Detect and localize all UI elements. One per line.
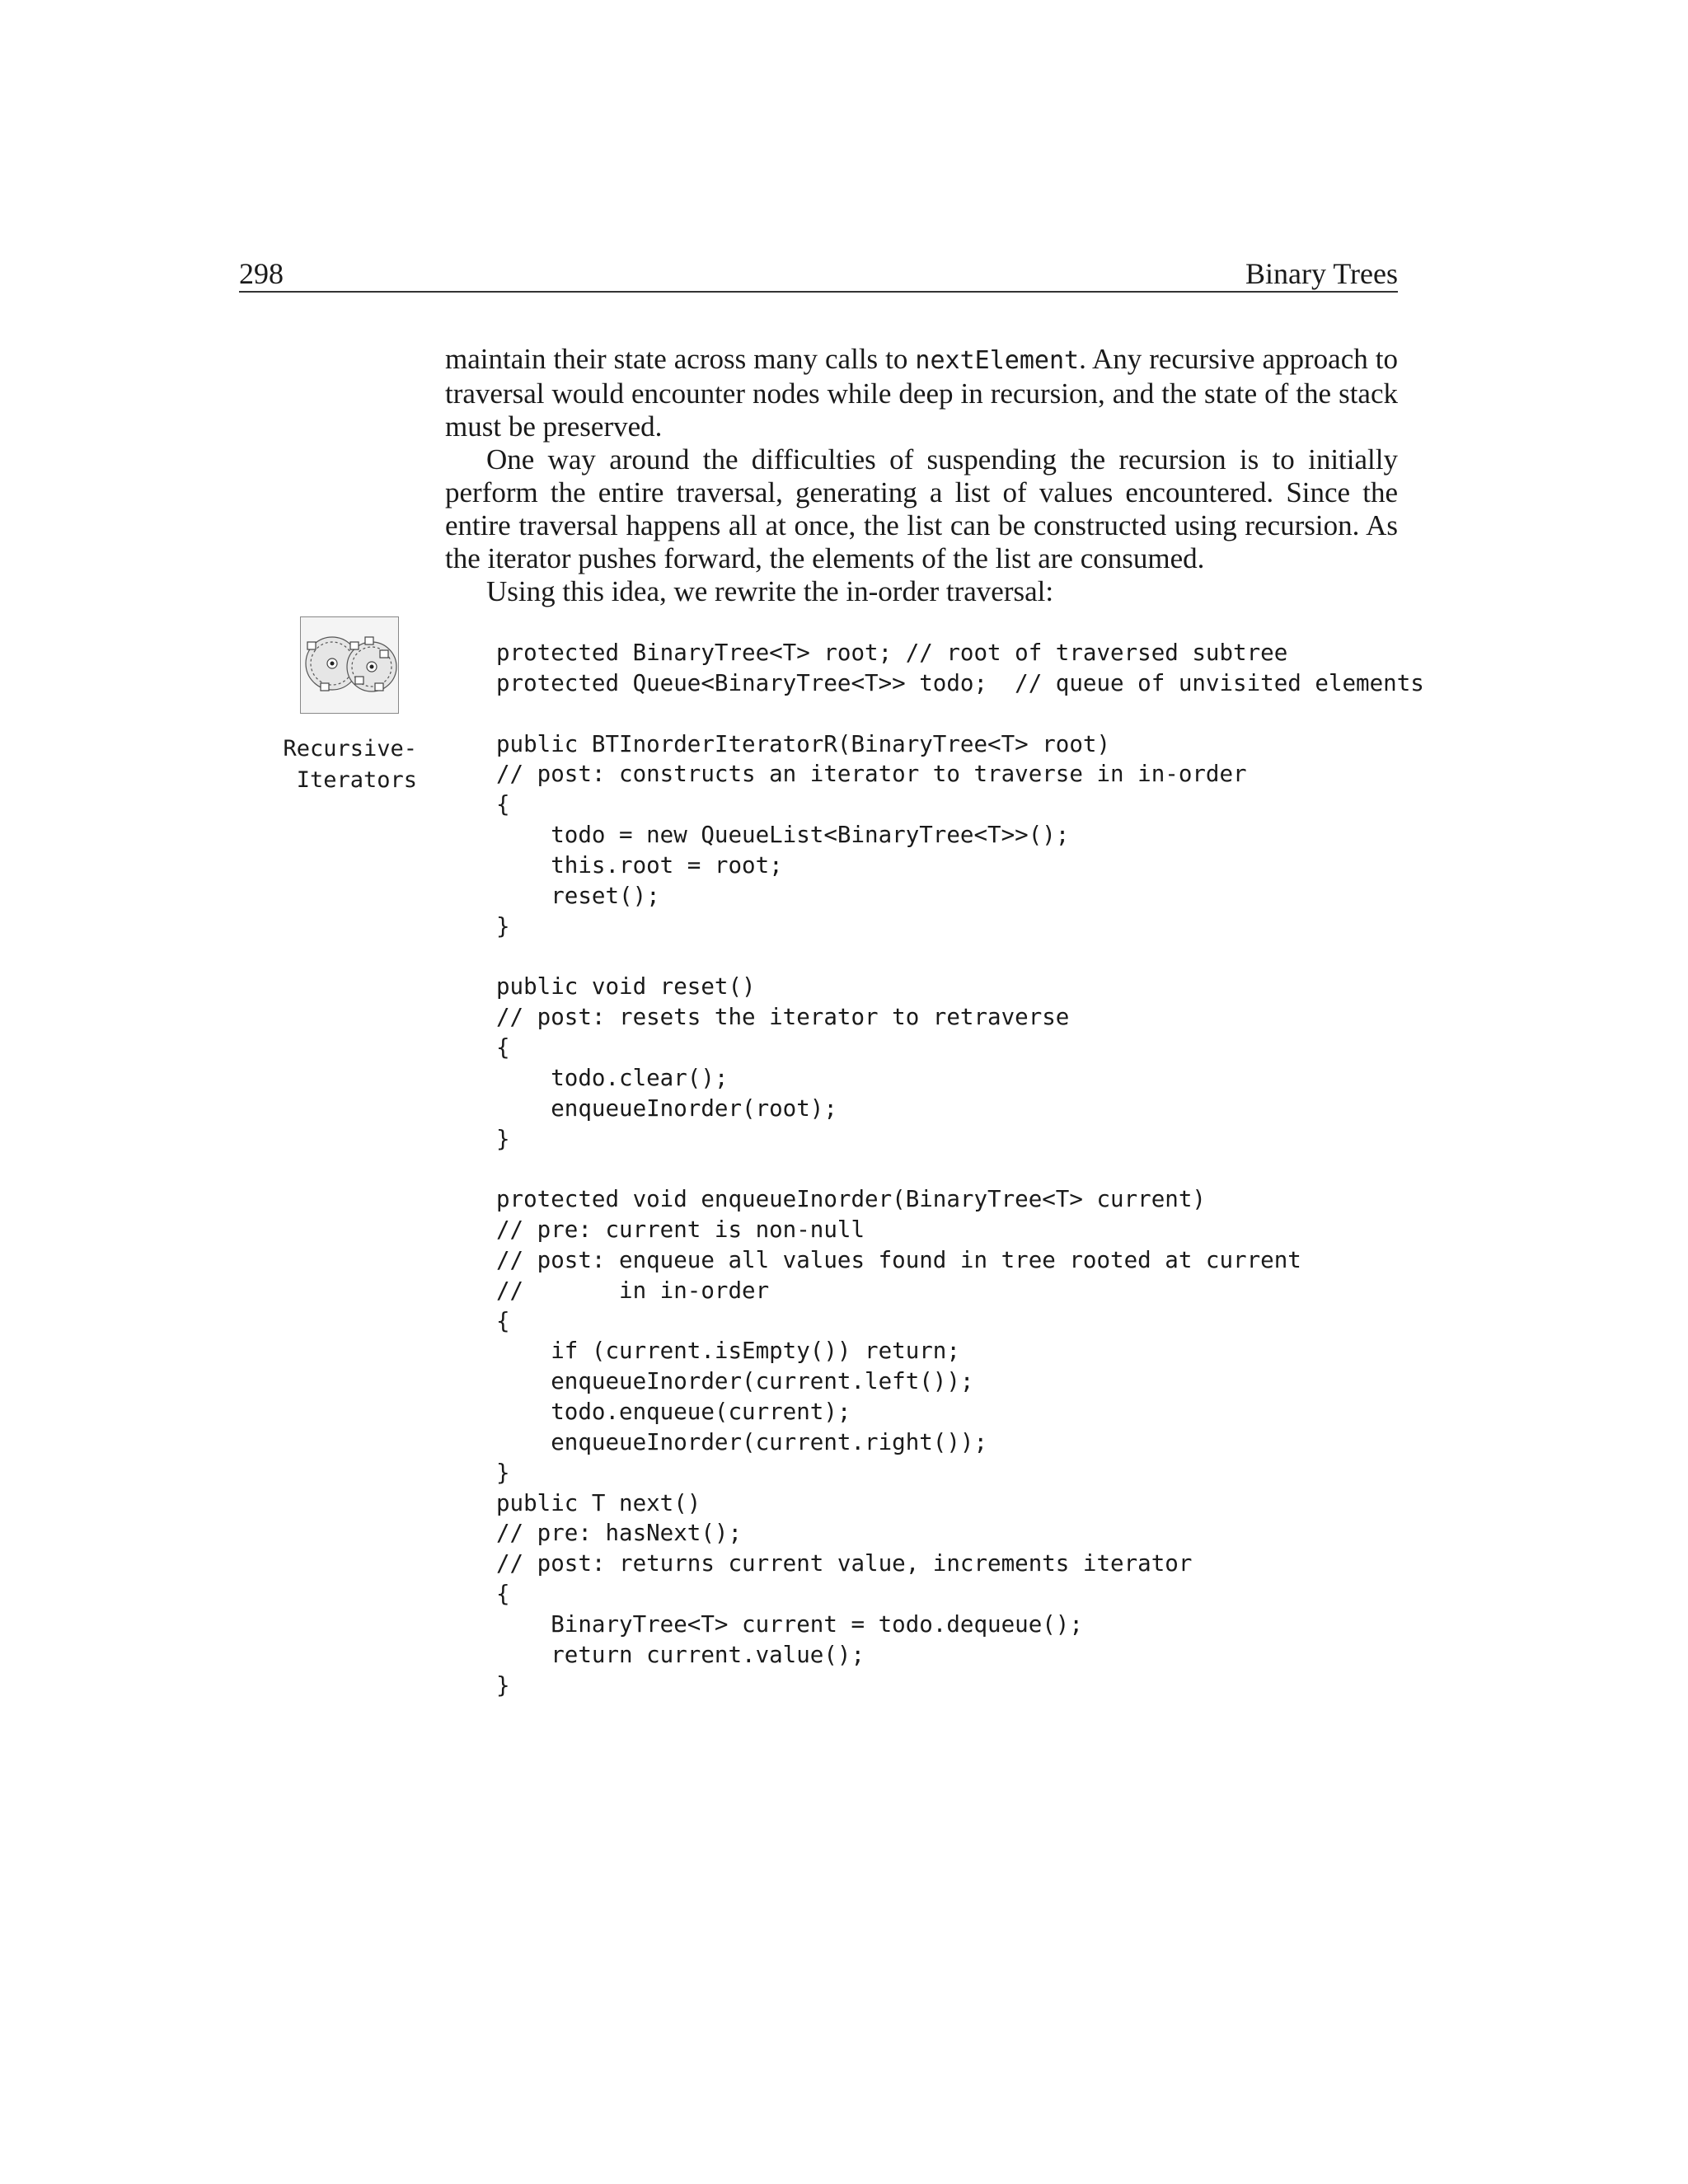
inline-code-next-element: nextElement (915, 346, 1080, 375)
code-line: reset(); (496, 882, 660, 909)
code-line: return current.value(); (496, 1641, 865, 1668)
code-line: this.root = root; (496, 851, 783, 879)
paragraph-1-text-start: maintain their state across many calls to (445, 343, 916, 375)
margin-label-line-1: Recursive- (283, 736, 417, 762)
code-line: } (496, 1671, 510, 1699)
gears-icon (300, 616, 399, 714)
code-line (496, 941, 1403, 972)
margin-label (247, 733, 417, 796)
paragraph-1 (445, 343, 1398, 443)
code-line: } (496, 1459, 510, 1486)
code-line: { (496, 1033, 510, 1061)
code-line: } (496, 1125, 510, 1152)
code-line: todo = new QueueList<BinaryTree<T>>(); (496, 822, 1070, 849)
code-line: enqueueInorder(root); (496, 1094, 837, 1122)
code-listing (496, 638, 1424, 1701)
header-rule (239, 291, 1398, 293)
code-line: public T next() (496, 1489, 701, 1516)
margin-label-line-2: Iterators (296, 767, 417, 793)
code-line: { (496, 1307, 510, 1334)
code-line: // pre: hasNext(); (496, 1520, 743, 1547)
code-line: protected BinaryTree<T> root; // root of traversed subtree (496, 640, 1288, 666)
code-line: // in in-order (496, 1277, 770, 1304)
code-line: // post: resets the iterator to retraverse (496, 1004, 1070, 1031)
paragraph-2: One way around the difficulties of suspending the recursion is to initially perform the entire traversal, generating a list of values encountered. Since the entire traversal happens all at once, the list can be constructed using recursion. As the iterator pushes forward, the elements of the list are consumed. (445, 443, 1398, 574)
code-line: BinaryTree<T> current = todo.dequeue(); (496, 1611, 1083, 1638)
running-header-title: Binary Trees (1245, 257, 1398, 290)
code-line: todo.clear(); (496, 1064, 729, 1091)
code-line: // post: enqueue all values found in tree rooted at current (496, 1246, 1301, 1273)
code-line: protected Queue<BinaryTree<T>> todo; // queue of unvisited elements (496, 669, 1424, 696)
code-line: // pre: current is non-null (496, 1216, 865, 1244)
code-line (496, 1154, 1403, 1184)
code-line: if (current.isEmpty()) return; (496, 1338, 960, 1365)
paragraph-3: Using this idea, we rewrite the in-order traversal: (486, 575, 1054, 607)
code-line: // post: returns current value, increments iterator (496, 1550, 1193, 1577)
page-number: 298 (239, 257, 284, 290)
code-line (496, 699, 1403, 729)
code-line: enqueueInorder(current.right()); (496, 1428, 988, 1455)
code-line: // post: constructs an iterator to traverse in in-order (496, 761, 1247, 788)
code-line: enqueueInorder(current.left()); (496, 1368, 974, 1395)
code-line: protected void enqueueInorder(BinaryTree<T> current) (496, 1186, 1206, 1213)
code-line: todo.enqueue(current); (496, 1399, 851, 1426)
code-line: public void reset() (496, 973, 756, 1001)
code-line: public BTInorderIteratorR(BinaryTree<T> root) (496, 730, 1111, 757)
code-line: { (496, 1581, 510, 1608)
code-line: } (496, 912, 510, 940)
body-text (445, 343, 1398, 608)
paragraph-1-text-end: . Any recursive approach to traversal would encounter nodes while deep in recursion, and the state of the stack must be preserved. (445, 343, 1398, 443)
code-line: { (496, 791, 510, 818)
